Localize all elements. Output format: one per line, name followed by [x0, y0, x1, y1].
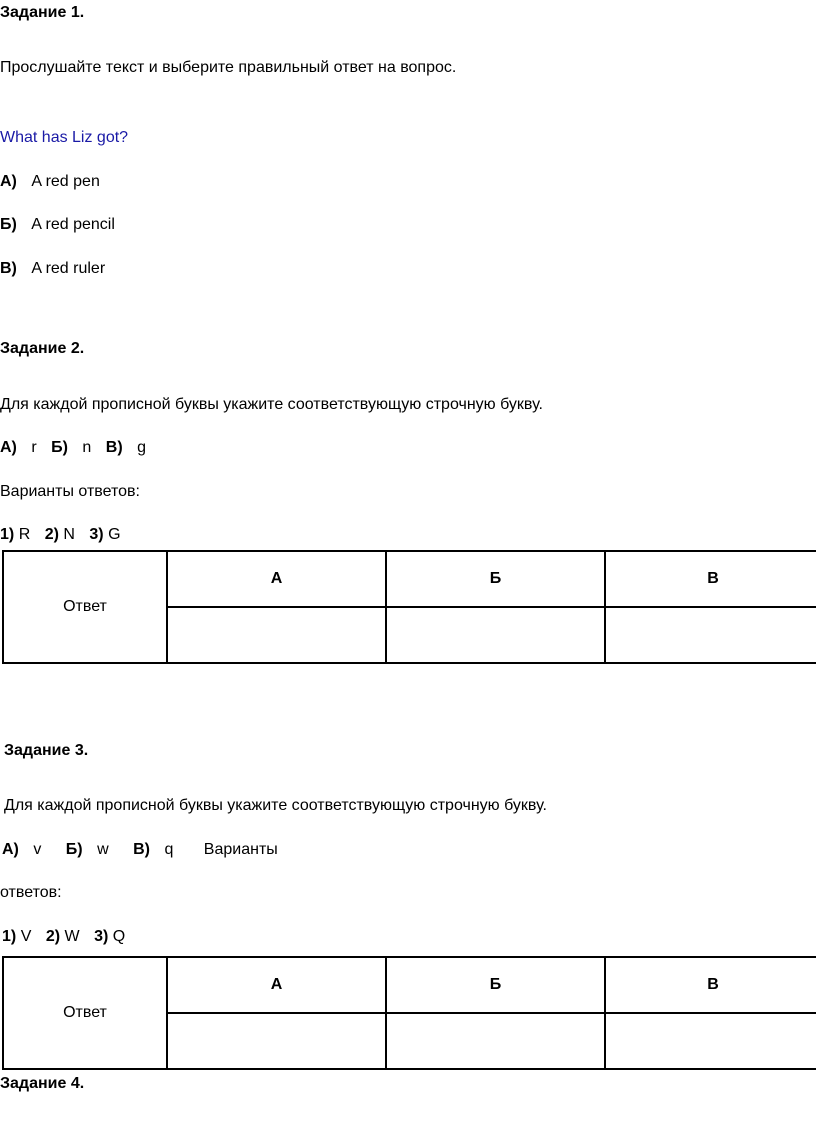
- task1-option-a: [0, 172, 100, 192]
- item-value: n: [82, 439, 92, 456]
- task1-question: What has Liz got?: [0, 129, 129, 146]
- item-letter: Б): [65, 841, 83, 858]
- item-letter: Б): [51, 439, 68, 456]
- option-letter: В): [0, 260, 17, 277]
- task3-items: [2, 840, 278, 860]
- item-value: g: [137, 439, 147, 456]
- variant-num: 3): [94, 928, 109, 945]
- item-letter: В): [105, 439, 123, 456]
- task2-variants: [0, 525, 121, 545]
- column-header-a: А: [167, 551, 386, 607]
- variant-num: 3): [89, 526, 104, 543]
- task1-option-b: [0, 215, 115, 235]
- variant-value: W: [64, 928, 80, 945]
- column-header-b: Б: [386, 551, 605, 607]
- variants-label-start: Варианты: [203, 841, 278, 858]
- item-value: q: [164, 841, 174, 858]
- answer-row-label: Ответ: [3, 551, 167, 663]
- item-letter: А): [0, 439, 17, 456]
- task2-answer-table: [2, 550, 816, 664]
- answer-cell-b[interactable]: [386, 1013, 605, 1069]
- task2-instruction: Для каждой прописной буквы укажите соответствующую строчную букву.: [0, 396, 543, 413]
- task2-variants-label: Варианты ответов:: [0, 483, 140, 500]
- variant-value: N: [63, 526, 75, 543]
- variant-value: Q: [112, 928, 126, 945]
- variant-num: 1): [0, 526, 15, 543]
- column-header-v: В: [605, 551, 816, 607]
- answer-row-label: Ответ: [3, 957, 167, 1069]
- variant-value: G: [108, 526, 121, 543]
- column-header-b: Б: [386, 957, 605, 1013]
- task3-variants: [2, 927, 125, 947]
- variant-num: 2): [45, 928, 61, 945]
- task1-instruction: Прослушайте текст и выберите правильный ответ на вопрос.: [0, 59, 457, 76]
- task3-variants-label-end: ответов:: [0, 884, 62, 901]
- option-letter: А): [0, 173, 17, 190]
- option-text: A red pencil: [31, 216, 115, 233]
- answer-cell-a[interactable]: [167, 1013, 386, 1069]
- item-letter: В): [133, 841, 150, 858]
- task2-title: Задание 2.: [0, 340, 85, 357]
- variant-value: R: [18, 526, 31, 543]
- option-text: A red ruler: [31, 260, 106, 277]
- task1-option-c: [0, 259, 105, 279]
- option-text: A red pen: [31, 173, 100, 190]
- task3-instruction: Для каждой прописной буквы укажите соответствующую строчную букву.: [4, 797, 547, 814]
- item-value: v: [33, 841, 42, 858]
- task4-title: Задание 4.: [0, 1075, 85, 1092]
- item-letter: А): [2, 841, 19, 858]
- variant-num: 2): [44, 526, 59, 543]
- variant-value: V: [20, 928, 32, 945]
- task3-answer-table: [2, 956, 816, 1070]
- variant-num: 1): [2, 928, 17, 945]
- answer-cell-a[interactable]: [167, 607, 386, 663]
- answer-cell-v[interactable]: [605, 1013, 816, 1069]
- item-value: w: [97, 841, 109, 858]
- task3-title: Задание 3.: [4, 742, 89, 759]
- item-value: r: [31, 439, 37, 456]
- answer-cell-b[interactable]: [386, 607, 605, 663]
- option-letter: Б): [0, 216, 17, 233]
- column-header-a: А: [167, 957, 386, 1013]
- task2-items: [0, 438, 146, 458]
- task1-title: Задание 1.: [0, 4, 85, 21]
- answer-cell-v[interactable]: [605, 607, 816, 663]
- column-header-v: В: [605, 957, 816, 1013]
